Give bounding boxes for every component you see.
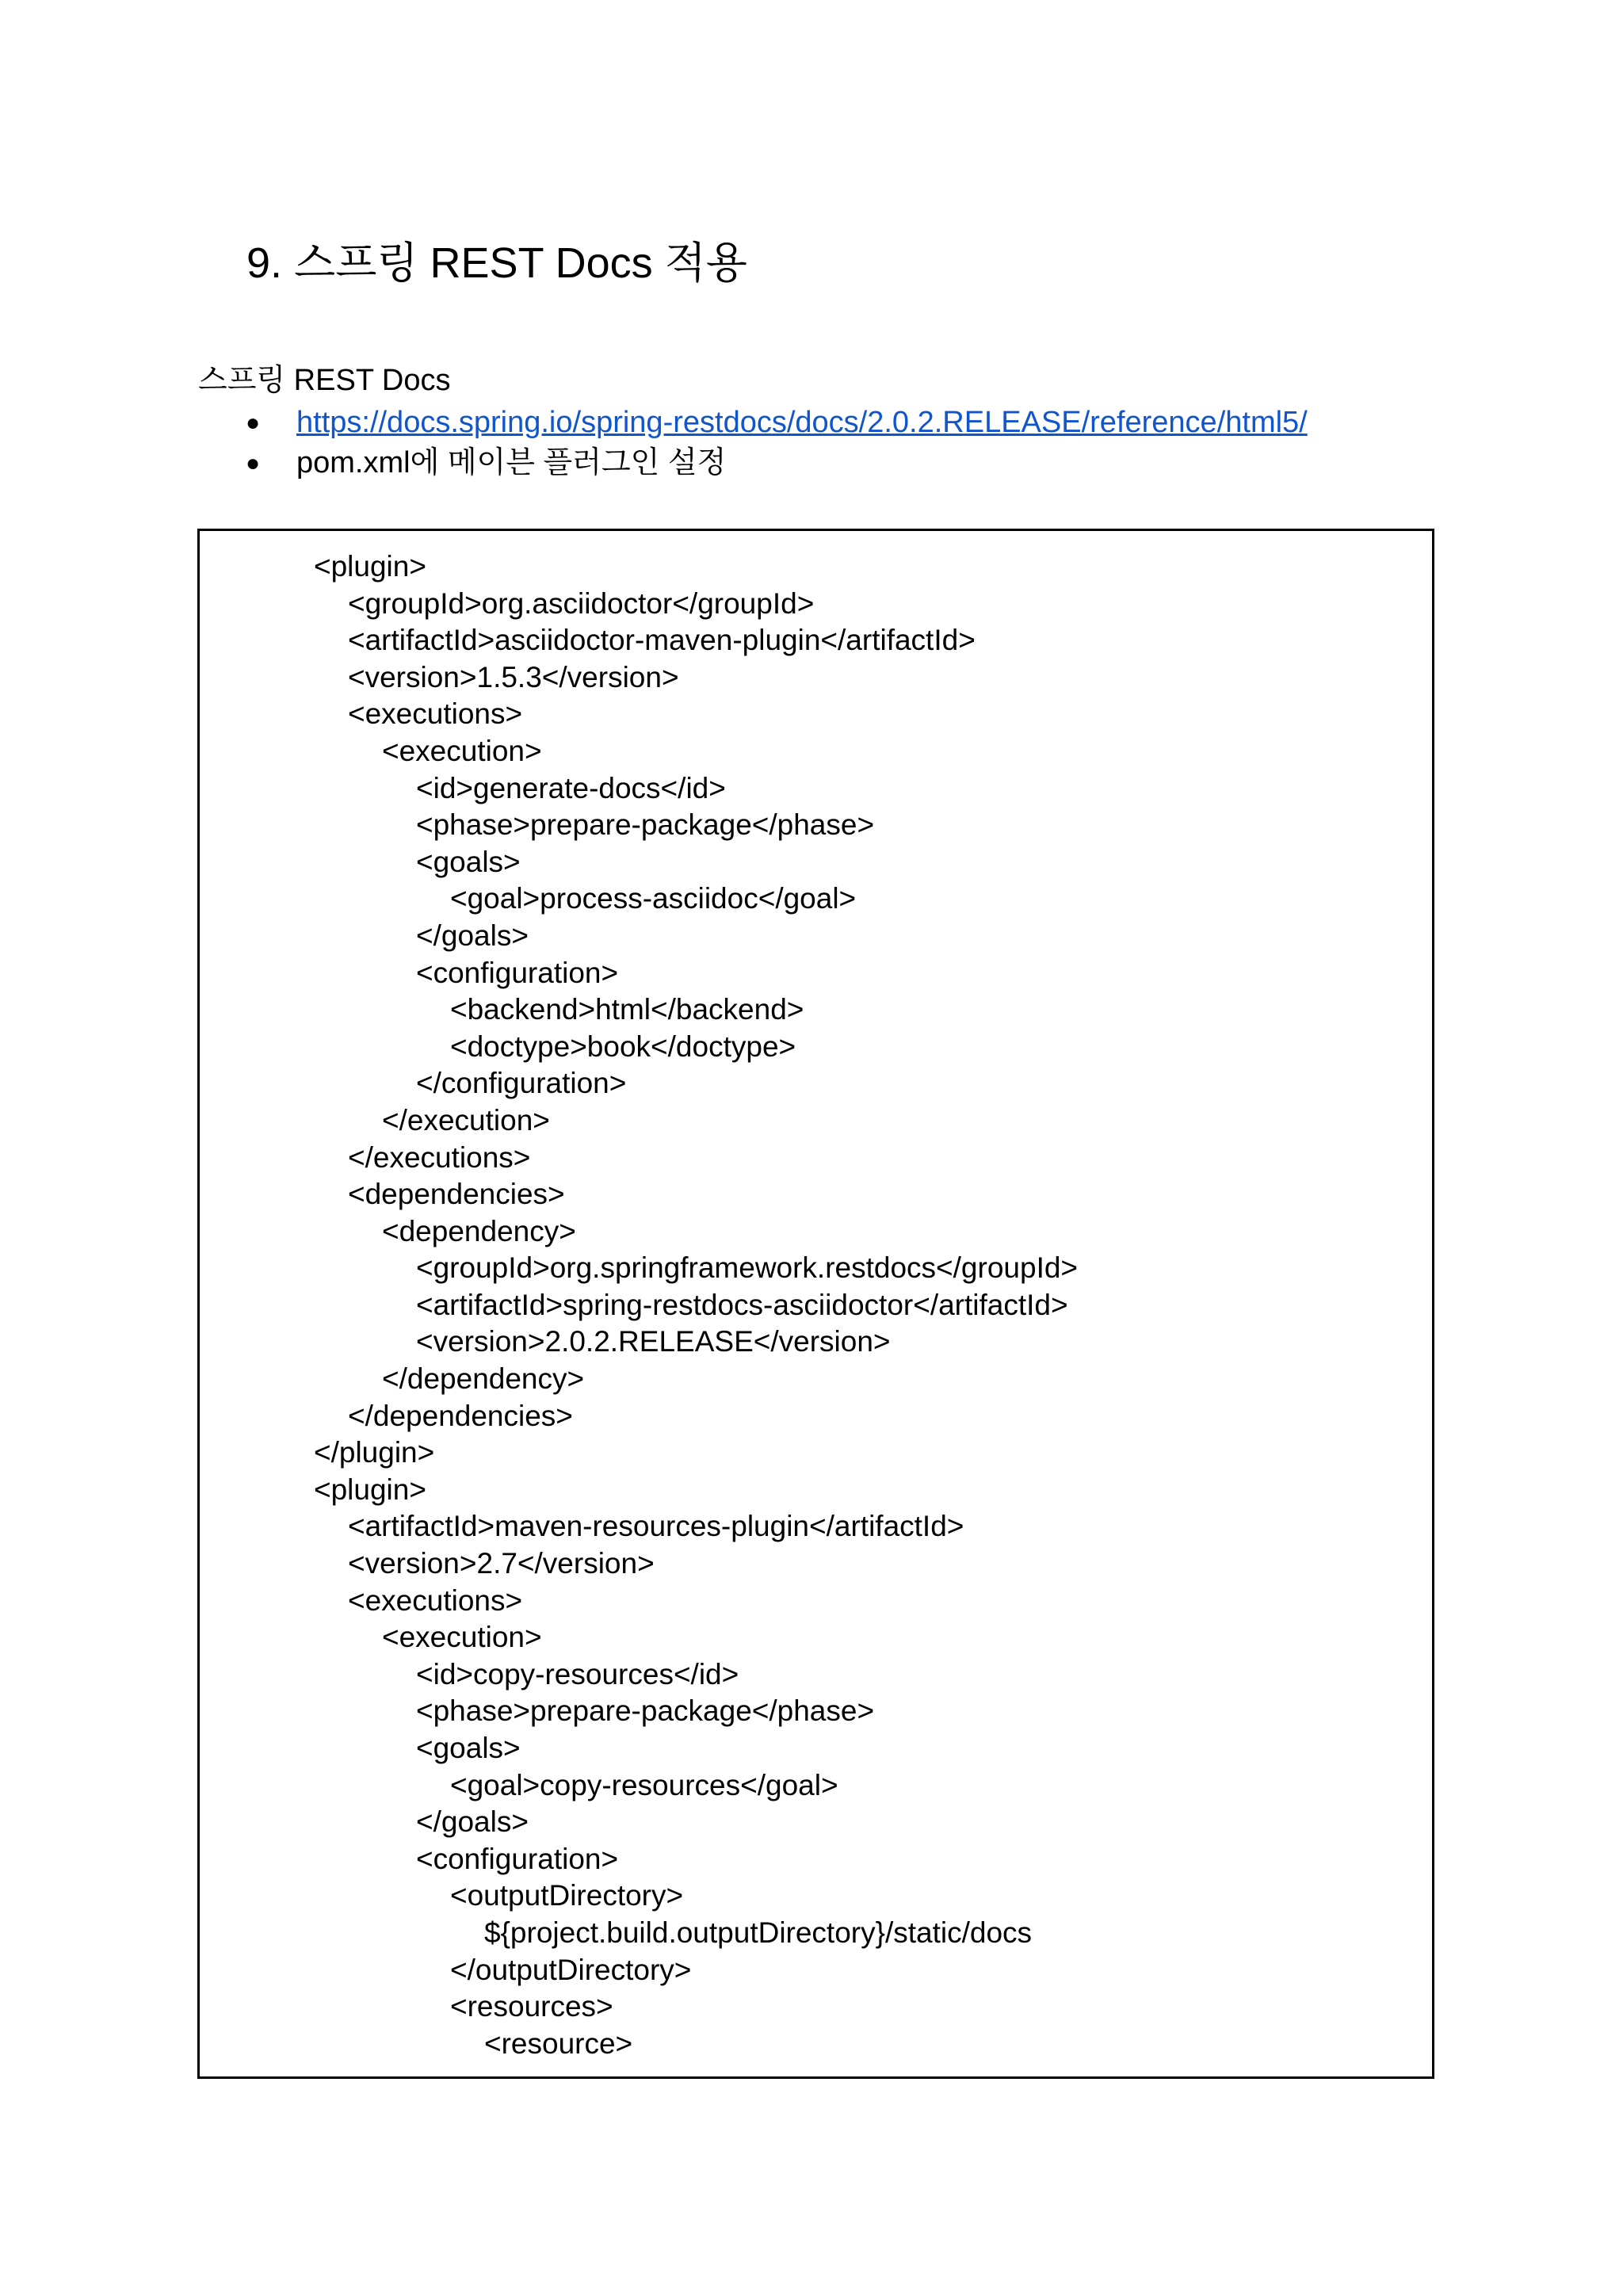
code-line: <phase>prepare-package</phase>: [416, 1694, 875, 1728]
code-line: <plugin>: [314, 550, 426, 583]
code-line: <artifactId>maven-resources-plugin</artifactId>: [348, 1510, 964, 1543]
bullet-item-pom: [246, 443, 1308, 483]
code-line: <outputDirectory>: [450, 1879, 684, 1912]
bullet-icon: ●: [246, 410, 261, 436]
code-line: ${project.build.outputDirectory}/static/docs: [484, 1916, 1033, 1949]
code-line: <executions>: [348, 697, 523, 731]
code-line: </outputDirectory>: [450, 1953, 692, 1986]
code-line: </plugin>: [314, 1436, 435, 1469]
code-line: <backend>html</backend>: [450, 993, 804, 1026]
page-title: 9. 스프링 REST Docs 적용: [246, 239, 747, 287]
bullet-list: [246, 403, 1308, 483]
code-line: <version>2.7</version>: [348, 1547, 655, 1580]
code-line: <executions>: [348, 1584, 523, 1617]
code-line: <execution>: [382, 734, 542, 767]
code-line: <plugin>: [314, 1473, 426, 1506]
code-line: </configuration>: [416, 1067, 627, 1100]
code-line: <dependency>: [382, 1214, 576, 1247]
code-line: </dependencies>: [348, 1399, 573, 1432]
code-line: <groupId>org.springframework.restdocs</groupId>: [416, 1251, 1079, 1285]
code-line: <groupId>org.asciidoctor</groupId>: [348, 586, 815, 620]
code-line: <dependencies>: [348, 1178, 565, 1211]
bullet-text: pom.xml에 메이븐 플러그인 설정: [296, 446, 727, 479]
code-line: </execution>: [382, 1103, 550, 1137]
code-lines: [314, 548, 1078, 2062]
code-line: </goals>: [416, 919, 529, 952]
code-line: <phase>prepare-package</phase>: [416, 808, 875, 842]
code-line: <configuration>: [416, 956, 619, 989]
code-line: </goals>: [416, 1805, 529, 1839]
code-line: <id>generate-docs</id>: [416, 771, 726, 804]
bullet-icon: ●: [246, 450, 261, 476]
code-line: <goal>process-asciidoc</goal>: [450, 882, 857, 915]
code-line: <configuration>: [416, 1842, 619, 1875]
section-label: 스프링 REST Docs: [198, 364, 451, 397]
code-line: <artifactId>spring-restdocs-asciidoctor</artifactId>: [416, 1288, 1068, 1321]
code-line: <version>1.5.3</version>: [348, 660, 679, 693]
code-line: <goals>: [416, 845, 521, 878]
code-line: <artifactId>asciidoctor-maven-plugin</artifactId>: [348, 624, 976, 657]
code-line: </dependency>: [382, 1362, 585, 1396]
code-block: [197, 529, 1434, 2079]
code-line: <doctype>book</doctype>: [450, 1030, 796, 1063]
code-line: </executions>: [348, 1140, 531, 1174]
code-line: <version>2.0.2.RELEASE</version>: [416, 1325, 891, 1358]
code-line: <goal>copy-resources</goal>: [450, 1768, 838, 1801]
code-line: <resource>: [484, 2027, 633, 2060]
code-line: <goals>: [416, 1732, 521, 1764]
code-line: <resources>: [450, 1990, 613, 2023]
spring-restdocs-reference-link[interactable]: https://docs.spring.io/spring-restdocs/docs/2.0.2.RELEASE/reference/html5/: [296, 406, 1308, 439]
bullet-item-link: [246, 403, 1308, 443]
code-line: <id>copy-resources</id>: [416, 1657, 739, 1690]
code-line: <execution>: [382, 1621, 542, 1654]
